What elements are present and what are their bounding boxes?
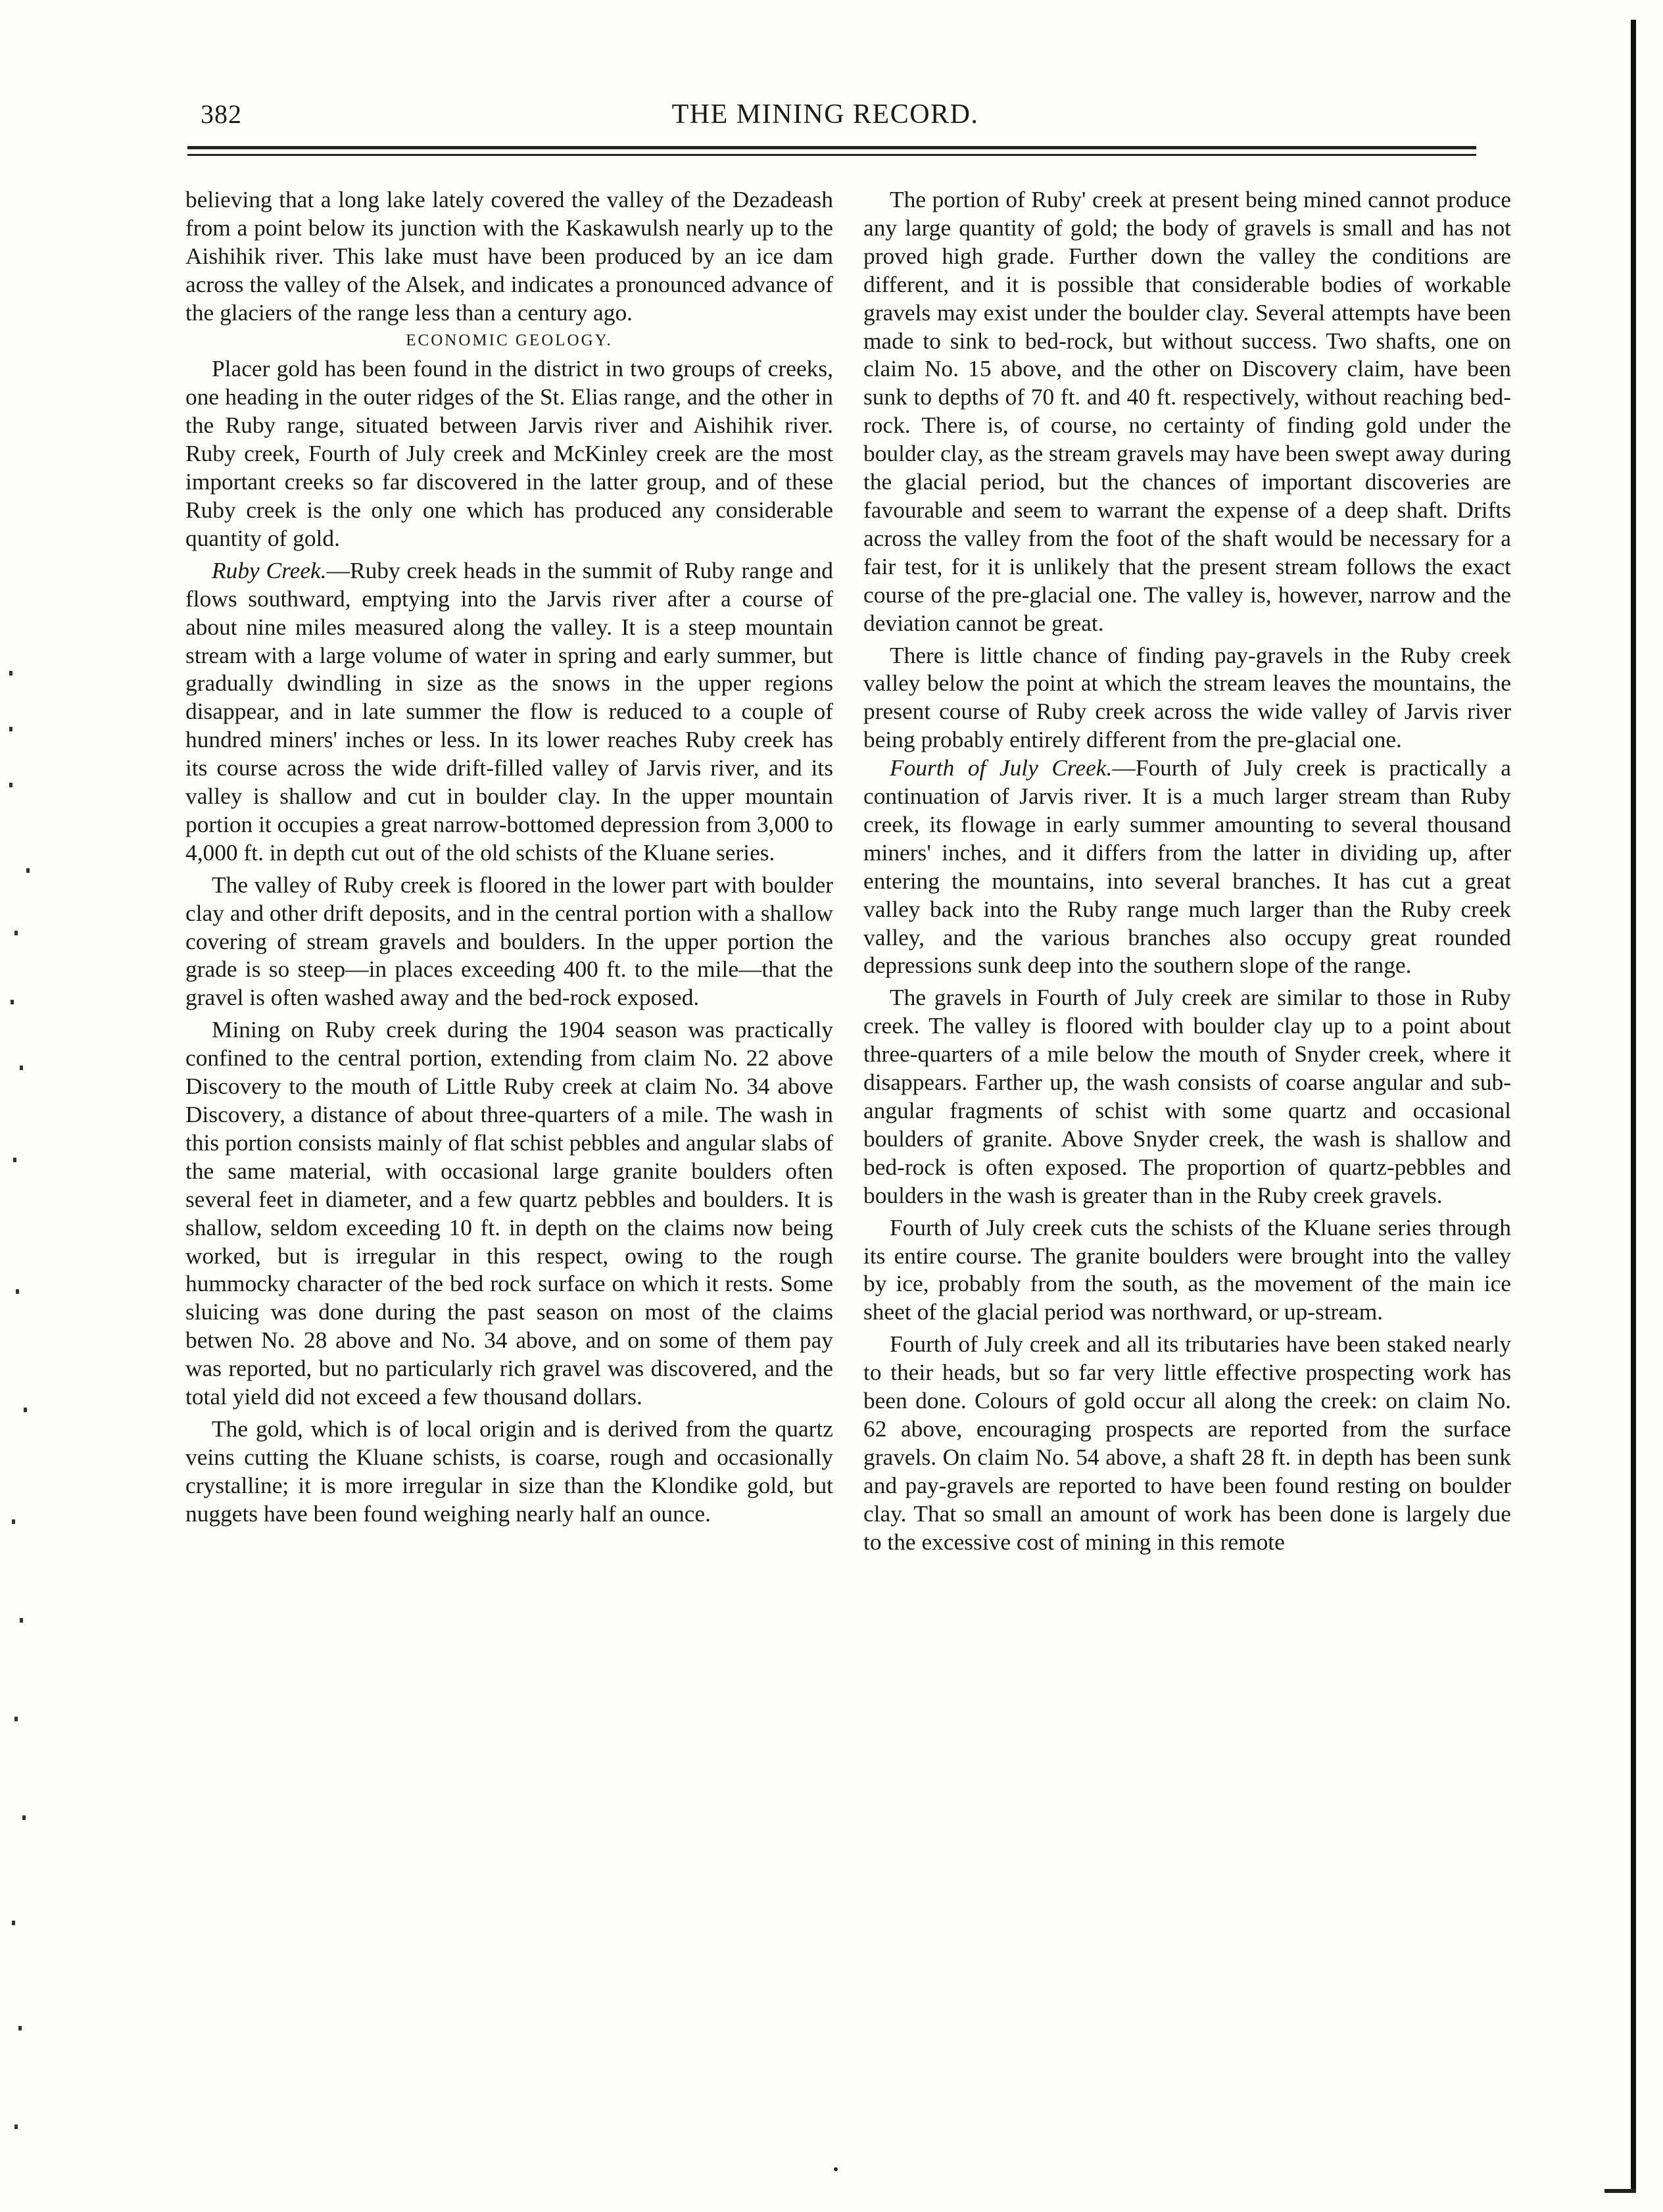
paragraph: The valley of Ruby creek is floored in the lower part with boulder clay and other drift deposits, and in the central portion with a shallow covering of stream gravels and boulders. In the upper portion the grade is so steep—in places exceeding 400 ft. to the mile—that the gravel is often washed away and the bed-rock exposed. [185,871,833,1011]
right-column [863,185,1511,1556]
scan-speck [12,1921,15,1925]
paragraph-text: —Fourth of July creek is practically a continuation of Jarvis river. It is a much larger stream than Ruby creek, its flowage in early summer amounting to several thousand miners' inches, and it differs from the latter in dividing up, after entering the mountains, into several branches. It has cut a great valley back into the Ruby range much larger than the Ruby creek valley, and the various branches also occupy great rounded depressions sunk deep into the southern slope of the range. [863,754,1511,979]
paragraph: believing that a long lake lately covered the valley of the Dezadeash from a point below its junction with the Kaskawulsh nearly up to the Aishihik river. This lake must have been produced by an ice dam across the valley of the Alsek, and indicates a pronounced advance of the glaciers of the range less than a century ago. [185,186,833,326]
scan-speck [20,1618,23,1623]
scan-speck [14,2125,18,2129]
run-in-heading: Fourth of July Creek. [890,754,1113,781]
scan-speck [24,1408,27,1412]
scan-edge-shadow [1631,20,1636,2190]
scan-speck [9,727,12,731]
scan-speck [11,1000,14,1004]
header-rule-thick [187,146,1476,149]
scan-speck [22,1815,26,1820]
scan-speck [16,1289,19,1294]
paragraph: The gravels in Fourth of July creek are similar to those in Ruby creek. The valley is floored with boulder clay up to a point about three-quarters of a mile below the mouth of Snyder creek, where it disappears. Farther up, the wash consists of coarse angular and sub-angular fragments of schist with some quartz and occasional boulders of granite. Above Snyder creek, the wash is shallow and bed-rock is often exposed. The proportion of quartz-pebbles and boulders in the wash is greater than in the Ruby creek gravels. [863,984,1511,1208]
page-number: 382 [201,99,242,129]
header-rule-thin [187,154,1476,156]
paragraph: Fourth of July creek and all its tributaries have been staked nearly to their heads, but so far very little effective prospecting work has been done. Colours of gold occur all along the creek: on claim No. 62 above, encouraging prospects are reported from the surface gravels. On claim No. 54 above, a shaft 28 ft. in depth has been sunk and pay-gravels are reported to have been found resting on boulder clay. That so small an amount of work has been done is largely due to the excessive cost of mining in this remote [863,1331,1511,1555]
run-in-heading: Ruby Creek. [212,556,327,583]
paragraph: Placer gold has been found in the district in two groups of creeks, one heading in the outer ridges of the St. Elias range, and the other in the Ruby range, situated between Jarvis river and Aishihik river. Ruby creek, Fourth of July creek and McKinley creek are the most important creeks so far discovered in the latter group, and of these Ruby creek is the only one which has produced any considerable quantity of gold. [185,355,833,551]
paragraph [863,754,1511,979]
left-column [185,185,833,1528]
page-header [187,99,1503,138]
scan-edge-corner [1604,2189,1636,2193]
scan-speck [26,868,30,873]
paragraph [185,556,833,867]
scan-speck [20,1066,23,1070]
paragraph: The portion of Ruby' creek at present being mined cannot produce any large quantity of gold; the body of gravels is small and has not proved high grade. Further down the valley the conditions are different, and it is possible that considerable bodies of workable gravels may exist under the boulder clay. Several attempts have been made to sink to bed-rock, but without success. Two shafts, one on claim No. 15 above, and the other on Discovery claim, have been sunk to depths of 70 ft. and 40 ft. respectively, without reaching bed-rock. There is, of course, no certainty of finding gold under the boulder clay, as the stream gravels may have been swept away during the glacial period, but the chances of important discoveries are favourable and seem to warrant the expense of a deep shaft. Drifts across the valley from the foot of the shaft would be necessary for a fair test, for it is unlikely that the present stream follows the exact course of the pre-glacial one. The valley is, however, narrow and the deviation cannot be great. [863,186,1511,636]
scan-speck [9,783,12,787]
journal-title: THE MINING RECORD. [671,99,979,130]
scan-speck [12,1519,15,1524]
paragraph: Fourth of July creek cuts the schists of the Kluane series through its entire course. The granite boulders were brought into the valley by ice, probably from the south, as the movement of the main ice sheet of the glacial period was northward, or up-stream. [863,1214,1511,1325]
scan-speck [9,671,12,676]
scan-dot [834,2167,838,2171]
scan-speck [18,2026,22,2030]
scan-speck [14,1717,18,1721]
paragraph: Mining on Ruby creek during the 1904 season was practically confined to the central portion, extending from claim No. 22 above Discovery to the mouth of Little Ruby creek at claim No. 34 above Discovery, a distance of about three-quarters of a mile. The wash in this portion consists mainly of flat schist pebbles and angular slabs of the same material, with occasional large granite boulders often several feet in diameter, and a few quartz pebbles and boulders. It is shallow, seldom exceeding 10 ft. in depth on the claims now being worked, but is irregular in this respect, owing to the rough hummocky character of the bed rock surface on which it rests. Some sluicing was done during the past season on most of the claims betwen No. 28 above and No. 34 above, and on some of them pay was reported, but no particularly rich gravel was discovered, and the total yield did not exceed a few thousand dollars. [185,1016,833,1410]
paragraph: There is little chance of finding pay-gravels in the Ruby creek valley below the point at which the stream leaves the mountains, the present course of Ruby creek across the wide valley of Jarvis river being probably entirely different from the pre-glacial one. [863,641,1511,753]
paragraph: The gold, which is of local origin and is derived from the quartz veins cutting the Kluane schists, is coarse, rough and occasionally crystalline; it is more irregular in size than the Klondike gold, but nuggets have been found weighing nearly half an ounce. [185,1415,833,1527]
section-heading: ECONOMIC GEOLOGY. [406,331,613,349]
paragraph-text: —Ruby creek heads in the summit of Ruby range and flows southward, emptying into the Jarvis river after a course of about nine miles measured along the valley. It is a steep mountain stream with a large volume of water in spring and early summer, but gradually dwindling in size as the snows in the upper regions disappear, and in late summer the flow is reduced to a couple of hundred miners' inches or less. In its lower reaches Ruby creek has its course across the wide drift-filled valley of Jarvis river, and its valley is shallow and cut in boulder clay. In the upper mountain portion it occupies a great narrow-bottomed depression from 3,000 to 4,000 ft. in depth cut out of the old schists of the Kluane series. [185,556,833,866]
scan-speck [13,1158,16,1162]
scan-speck [14,931,18,935]
